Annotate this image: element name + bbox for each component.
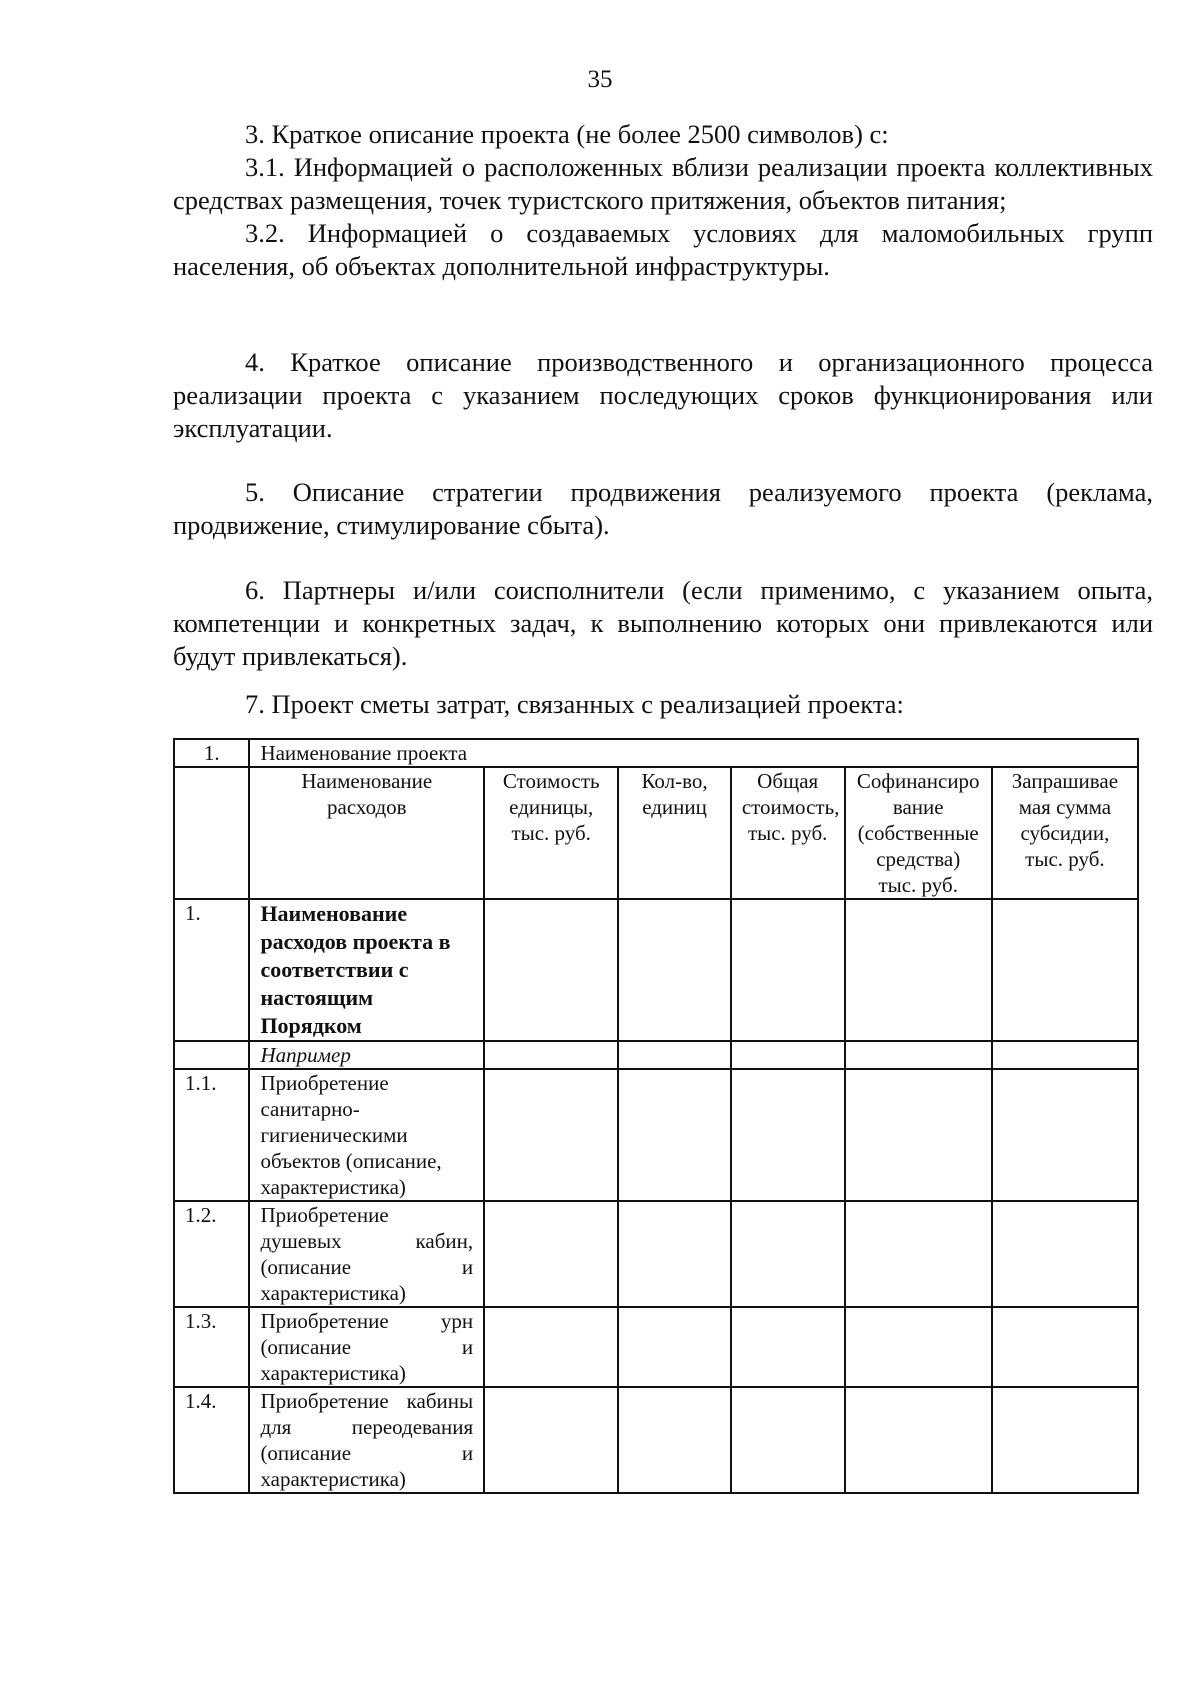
row-unit-cost [484,1387,618,1493]
row-expense-name: Приобретение санитарно-гигиеническими объектов (описание, характеристика) [249,1069,484,1201]
row-cofinancing [845,1069,992,1201]
project-name-row [174,739,1138,767]
row-total-cost [731,1307,845,1387]
project-row-number: 1. [174,739,249,767]
row-requested-subsidy [992,1307,1138,1387]
table-row [174,899,1138,1041]
section-7-text: 7. Проект сметы затрат, связанных с реализацией проекта: [245,689,904,719]
header-requested-subsidy: Запрашивае мая сумма субсидии, тыс. руб. [992,767,1138,899]
row-unit-cost [484,1307,618,1387]
row-unit-cost [484,1069,618,1201]
header-expense-name: Наименование расходов [249,767,484,899]
section-4-text: 4. Краткое описание производственного и организационного процесса реализации проекта с указанием последующих сроков функционирования или эксплуатации. [173,347,1153,443]
section-5-text: 5. Описание стратегии продвижения реализуемого проекта (реклама, продвижение, стимулирование сбыта). [173,477,1153,540]
row-number: 1.1. [174,1069,249,1201]
row-cofinancing [845,899,992,1041]
row-expense-name: Например [249,1041,484,1069]
section-6-text: 6. Партнеры и/или соисполнители (если применимо, с указанием опыта, компетенции и конкретных задач, к выполнению которых они привлекаются или будут привлекаться). [173,575,1153,671]
row-number: 1.3. [174,1307,249,1387]
header-total-cost: Общая стоимость, тыс. руб. [731,767,845,899]
row-quantity [618,1387,731,1493]
row-unit-cost [484,1041,618,1069]
table-row [174,1041,1138,1069]
row-quantity [618,1201,731,1307]
row-quantity [618,1041,731,1069]
row-cofinancing [845,1201,992,1307]
row-requested-subsidy [992,1387,1138,1493]
row-quantity [618,1307,731,1387]
row-expense-name: Приобретение кабины для переодевания (описание и характеристика) [249,1387,484,1493]
section-6 [173,574,1153,673]
section-4 [173,346,1153,445]
section-3 [173,118,1153,283]
header-cofinancing: Софинансиро вание (собственные средства) тыс. руб. [845,767,992,899]
section-3-title: 3. Краткое описание проекта (не более 2500 символов) с: [245,119,889,149]
section-7 [173,688,1153,721]
row-total-cost [731,1041,845,1069]
row-number: 1. [174,899,249,1041]
table-row [174,1069,1138,1201]
row-unit-cost [484,899,618,1041]
row-number: 1.2. [174,1201,249,1307]
row-quantity [618,899,731,1041]
row-cofinancing [845,1387,992,1493]
section-3-item-2: 3.2. Информацией о создаваемых условиях для маломобильных групп населения, об объектах дополнительной инфраструктуры. [173,218,1153,281]
table-header-row [174,767,1138,899]
row-unit-cost [484,1201,618,1307]
row-quantity [618,1069,731,1201]
row-total-cost [731,1387,845,1493]
row-requested-subsidy [992,899,1138,1041]
row-total-cost [731,1069,845,1201]
table-row [174,1387,1138,1493]
row-total-cost [731,1201,845,1307]
row-requested-subsidy [992,1041,1138,1069]
section-5 [173,476,1153,542]
cost-estimate-table [173,738,1139,1494]
header-quantity: Кол-во, единиц [618,767,731,899]
table-row [174,1201,1138,1307]
section-3-item-1: 3.1. Информацией о расположенных вблизи реализации проекта коллективных средствах размещения, точек туристского притяжения, объектов питания; [173,152,1153,215]
row-cofinancing [845,1041,992,1069]
header-empty-cell [174,767,249,899]
row-cofinancing [845,1307,992,1387]
row-number: 1.4. [174,1387,249,1493]
row-expense-name: Наименование расходов проекта в соответствии с настоящим Порядком [249,899,484,1041]
row-expense-name: Приобретение урн (описание и характеристика) [249,1307,484,1387]
row-number [174,1041,249,1069]
row-expense-name: Приобретение душевых кабин, (описание и характеристика) [249,1201,484,1307]
page-number: 35 [587,66,613,93]
row-requested-subsidy [992,1201,1138,1307]
header-unit-cost: Стоимость единицы, тыс. руб. [484,767,618,899]
project-name-cell: Наименование проекта [249,739,1138,767]
table-row [174,1307,1138,1387]
row-requested-subsidy [992,1069,1138,1201]
row-total-cost [731,899,845,1041]
